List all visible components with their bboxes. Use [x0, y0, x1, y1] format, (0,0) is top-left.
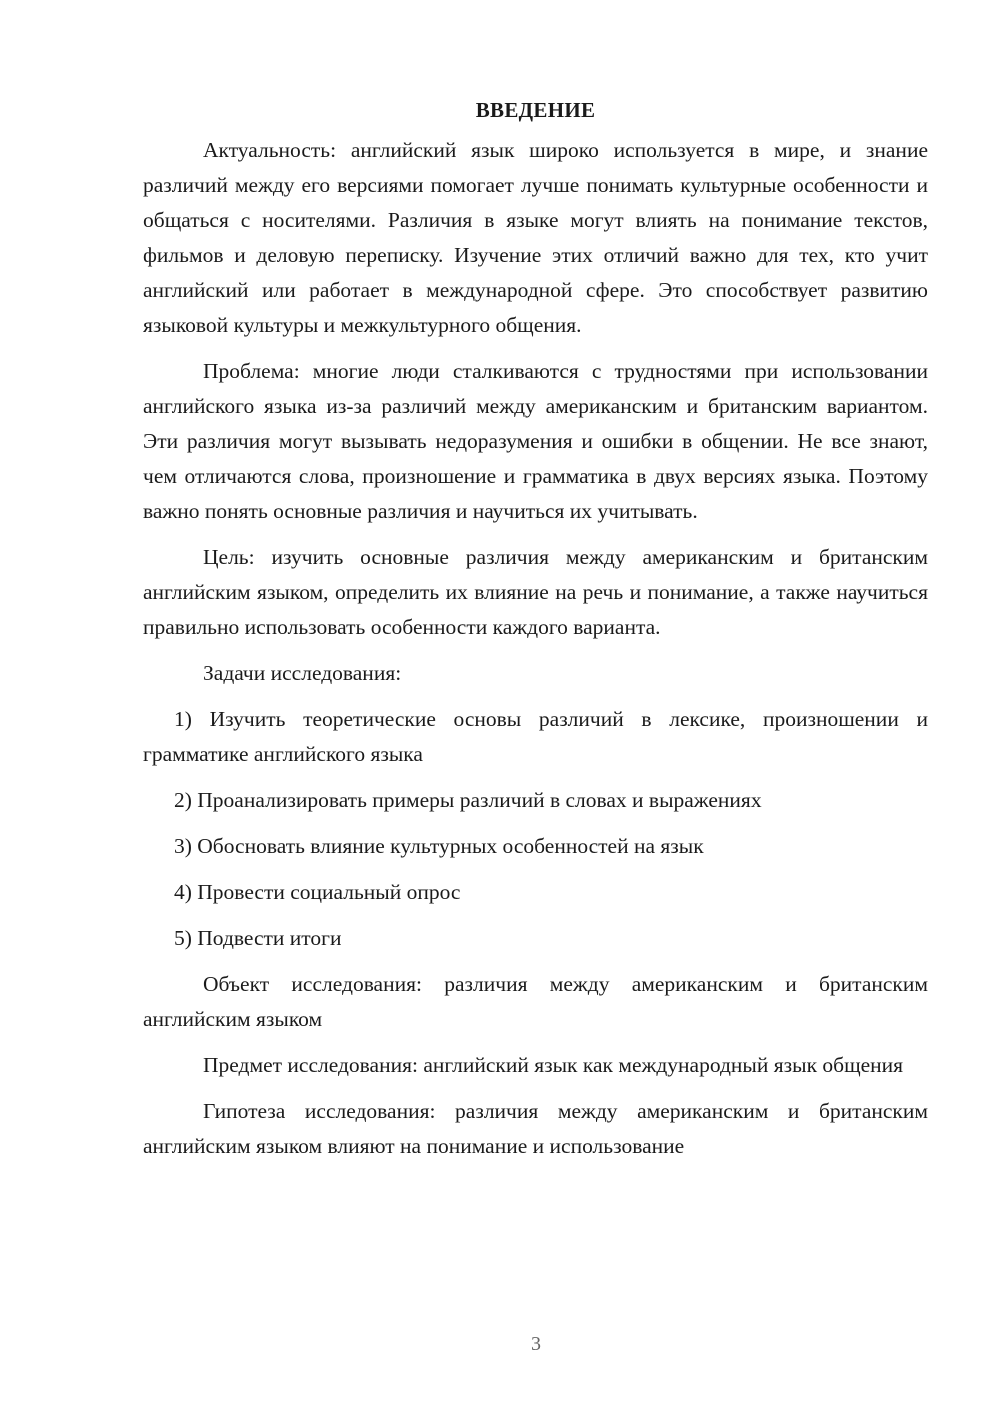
paragraph-object: Объект исследования: различия между американским и британским английским языком [143, 972, 928, 1031]
paragraph-problem: Проблема: многие люди сталкиваются с трудностями при использовании английского языка из-за различий между американским и британским вариантом. Эти различия могут вызывать недоразумения и ошибки в общении. Не все знают, чем отличаются слова, произношение и грамматика в двух версиях языка. Поэтому важно понять основные различия и научиться их учитывать. [143, 359, 928, 523]
task-item-5: 5) Подвести итоги [174, 926, 342, 950]
section-title: ВВЕДЕНИЕ [475, 98, 596, 122]
task-item-3: 3) Обосновать влияние культурных особенностей на язык [174, 834, 704, 858]
task-item-4: 4) Провести социальный опрос [174, 880, 461, 904]
page-number: 3 [531, 1333, 541, 1355]
task-item-1: 1) Изучить теоретические основы различий в лексике, произношении и грамматике английского языка [143, 707, 928, 766]
paragraph-subject: Предмет исследования: английский язык как международный язык общения [203, 1053, 904, 1077]
paragraph-relevance: Актуальность: английский язык широко используется в мире, и знание различий между его версиями помогает лучше понимать культурные особенности и общаться с носителями. Различия в языке могут влиять на понимание текстов, фильмов и деловую переписку. Изучение этих отличий важно для тех, кто учит английский или работает в международной сфере. Это способствует развитию языковой культуры и межкультурного общения. [143, 138, 928, 337]
paragraph-hypothesis: Гипотеза исследования: различия между американским и британским английским языком влияют на понимание и использование [143, 1099, 928, 1158]
paragraph-goal: Цель: изучить основные различия между американским и британским английским языком, определить их влияние на речь и понимание, а также научиться правильно использовать особенности каждого варианта. [143, 545, 928, 639]
paragraph-tasks-heading: Задачи исследования: [203, 661, 402, 685]
document-page [143, 95, 928, 1164]
task-item-2: 2) Проанализировать примеры различий в словах и выражениях [174, 788, 762, 812]
